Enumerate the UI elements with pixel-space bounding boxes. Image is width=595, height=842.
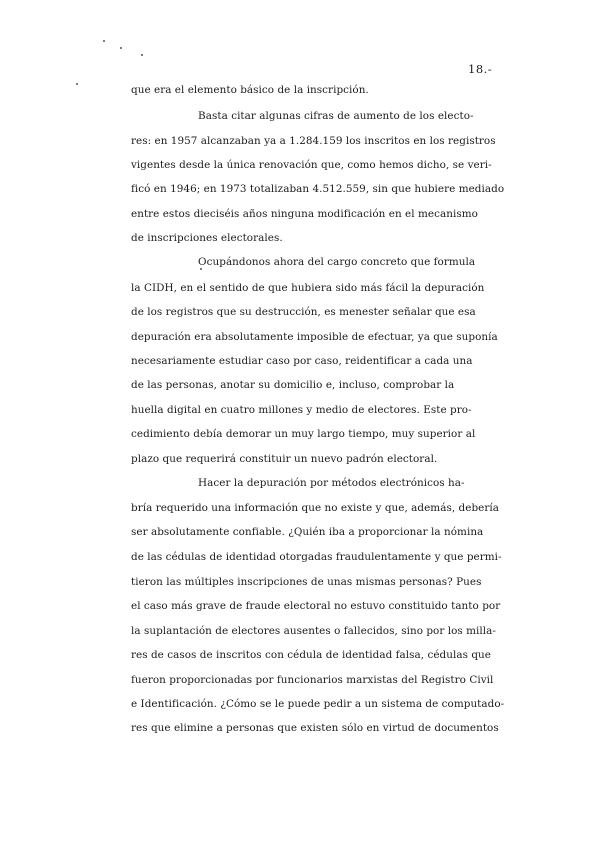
- text-line: depuración era absolutamente imposible de efectuar, ya que suponía: [131, 331, 498, 343]
- text-line: res: en 1957 alcanzaban ya a 1.284.159 los inscritos en los registros: [131, 135, 496, 147]
- text-line: ser absolutamente confiable. ¿Quién iba a proporcionar la nómina: [131, 526, 484, 538]
- text-line: fueron proporcionadas por funcionarios marxistas del Registro Civil: [131, 674, 494, 686]
- text-line: Ocupándonos ahora del cargo concreto que formula: [131, 256, 476, 268]
- text-line: cedimiento debía demorar un muy largo tiempo, muy superior al: [131, 428, 476, 440]
- scan-speck: [200, 268, 202, 270]
- text-line: ficó en 1946; en 1973 totalizaban 4.512.559, sin que hubiere mediado: [131, 183, 505, 195]
- text-line: e Identificación. ¿Cómo se le puede pedir a un sistema de computado-: [131, 698, 505, 710]
- text-line: res de casos de inscritos con cédula de identidad falsa, cédulas que: [131, 649, 491, 661]
- scan-speck: [103, 40, 105, 42]
- text-line: de las cédulas de identidad otorgadas fraudulentamente y que permi-: [131, 551, 502, 563]
- text-line: huella digital en cuatro millones y medio de electores. Este pro-: [131, 404, 472, 416]
- text-line: plazo que requerirá constituir un nuevo padrón electoral.: [131, 453, 438, 465]
- text-line: Basta citar algunas cifras de aumento de los electo-: [131, 110, 474, 122]
- page-number: 18.-: [468, 62, 493, 76]
- text-line: vigentes desde la única renovación que, como hemos dicho, se veri-: [131, 159, 492, 171]
- text-line: la CIDH, en el sentido de que hubiera sido más fácil la depuración: [131, 282, 485, 294]
- text-line: la suplantación de electores ausentes o fallecidos, sino por los milla-: [131, 625, 496, 637]
- text-line: bría requerido una información que no existe y que, además, debería: [131, 502, 499, 514]
- text-line: de las personas, anotar su domicilio e, incluso, comprobar la: [131, 379, 455, 391]
- scan-speck: [120, 47, 122, 49]
- text-line: entre estos dieciséis años ninguna modificación en el mecanismo: [131, 208, 478, 220]
- text-line: tieron las múltiples inscripciones de unas mismas personas? Pues: [131, 576, 482, 588]
- text-line: necesariamente estudiar caso por caso, reidentificar a cada una: [131, 355, 473, 367]
- scan-speck: [76, 83, 78, 85]
- text-line: el caso más grave de fraude electoral no estuvo constituido tanto por: [131, 600, 501, 612]
- text-line: que era el elemento básico de la inscripción.: [131, 84, 369, 96]
- text-line: Hacer la depuración por métodos electrónicos ha-: [131, 477, 465, 489]
- text-line: de inscripciones electorales.: [131, 232, 283, 244]
- text-line: de los registros que su destrucción, es menester señalar que esa: [131, 306, 476, 318]
- scan-speck: [141, 54, 143, 56]
- text-line: res que elimine a personas que existen sólo en virtud de documentos: [131, 722, 499, 734]
